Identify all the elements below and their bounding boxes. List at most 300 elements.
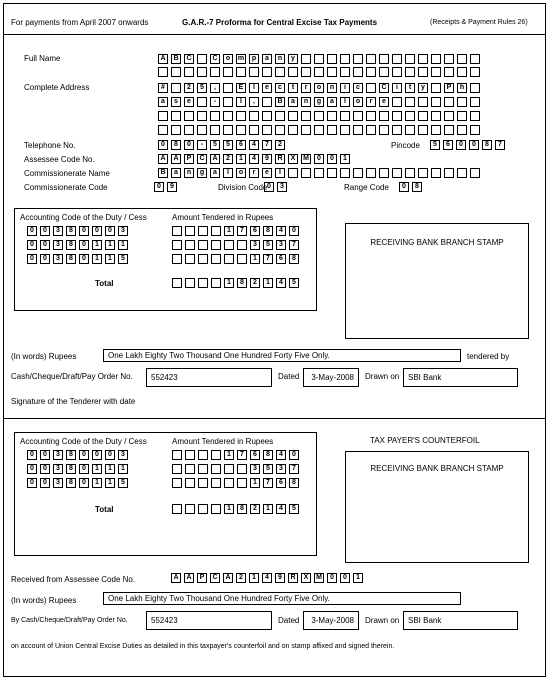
char-cell[interactable]: 3: [53, 240, 63, 250]
char-cell[interactable]: [327, 168, 337, 178]
char-cell[interactable]: 0: [40, 450, 50, 460]
char-cell[interactable]: 0: [92, 450, 102, 460]
char-cell[interactable]: [431, 97, 441, 107]
char-cell[interactable]: 0: [27, 240, 37, 250]
drawn-on-field[interactable]: SBI Bank: [403, 368, 518, 387]
char-cell[interactable]: [185, 278, 195, 288]
char-cell[interactable]: [314, 125, 324, 135]
char-cell[interactable]: 0: [40, 240, 50, 250]
char-cell[interactable]: a: [158, 97, 168, 107]
char-cell[interactable]: 6: [250, 226, 260, 236]
char-cell[interactable]: 3: [53, 254, 63, 264]
char-cell[interactable]: [457, 111, 467, 121]
char-cell[interactable]: 0: [27, 254, 37, 264]
char-cell[interactable]: 0: [158, 140, 168, 150]
char-cell[interactable]: A: [158, 54, 168, 64]
char-cell[interactable]: 2: [184, 83, 194, 93]
char-cell[interactable]: 3: [53, 450, 63, 460]
char-cell[interactable]: [431, 125, 441, 135]
char-cell[interactable]: [211, 504, 221, 514]
char-cell[interactable]: [431, 67, 441, 77]
char-cell[interactable]: [314, 67, 324, 77]
char-cell[interactable]: [405, 54, 415, 64]
char-cell[interactable]: a: [288, 97, 298, 107]
char-cell[interactable]: 7: [289, 464, 299, 474]
char-cell[interactable]: r: [366, 97, 376, 107]
amount-row[interactable]: [172, 478, 299, 488]
char-cell[interactable]: 1: [250, 478, 260, 488]
char-cell[interactable]: [236, 125, 246, 135]
cheque-number-field[interactable]: 552423: [146, 368, 272, 387]
char-cell[interactable]: [172, 254, 182, 264]
char-cell[interactable]: [314, 54, 324, 64]
char-cell[interactable]: 5: [263, 240, 273, 250]
amount-row[interactable]: [172, 240, 299, 250]
char-cell[interactable]: 3: [276, 464, 286, 474]
char-cell[interactable]: [172, 464, 182, 474]
char-cell[interactable]: 0: [40, 478, 50, 488]
char-cell[interactable]: B: [158, 168, 168, 178]
char-cell[interactable]: 7: [263, 254, 273, 264]
char-cell[interactable]: C: [210, 54, 220, 64]
char-cell[interactable]: 0: [79, 478, 89, 488]
account-code-row[interactable]: [27, 450, 128, 460]
char-cell[interactable]: n: [184, 168, 194, 178]
char-cell[interactable]: I: [236, 97, 246, 107]
char-cell[interactable]: [172, 240, 182, 250]
char-cell[interactable]: [301, 168, 311, 178]
amount-row[interactable]: [172, 464, 299, 474]
char-cell[interactable]: [172, 278, 182, 288]
char-cell[interactable]: [301, 111, 311, 121]
char-cell[interactable]: 8: [482, 140, 492, 150]
char-cell[interactable]: c: [275, 83, 285, 93]
char-cell[interactable]: i: [340, 83, 350, 93]
counterfoil-drawn-field[interactable]: SBI Bank: [403, 611, 518, 630]
char-cell[interactable]: 3: [53, 464, 63, 474]
char-cell[interactable]: 1: [92, 478, 102, 488]
char-cell[interactable]: I: [275, 168, 285, 178]
char-cell[interactable]: R: [288, 573, 298, 583]
char-cell[interactable]: 0: [314, 154, 324, 164]
char-cell[interactable]: [457, 54, 467, 64]
char-cell[interactable]: 2: [250, 504, 260, 514]
char-cell[interactable]: [418, 125, 428, 135]
char-cell[interactable]: 1: [224, 450, 234, 460]
char-cell[interactable]: [249, 125, 259, 135]
char-cell[interactable]: [237, 240, 247, 250]
char-cell[interactable]: [185, 240, 195, 250]
char-cell[interactable]: 1: [92, 464, 102, 474]
char-cell[interactable]: 1: [224, 504, 234, 514]
char-cell[interactable]: [184, 111, 194, 121]
char-cell[interactable]: R: [275, 154, 285, 164]
char-cell[interactable]: 7: [262, 140, 272, 150]
char-cell[interactable]: [185, 450, 195, 460]
char-cell[interactable]: 0: [289, 450, 299, 460]
commissionerate-code-cells[interactable]: [154, 182, 177, 192]
char-cell[interactable]: 8: [66, 240, 76, 250]
char-cell[interactable]: [366, 83, 376, 93]
char-cell[interactable]: t: [288, 83, 298, 93]
char-cell[interactable]: [158, 67, 168, 77]
char-cell[interactable]: [211, 478, 221, 488]
char-cell[interactable]: [185, 226, 195, 236]
char-cell[interactable]: [211, 278, 221, 288]
char-cell[interactable]: [158, 111, 168, 121]
char-cell[interactable]: [314, 111, 324, 121]
char-cell[interactable]: [444, 54, 454, 64]
char-cell[interactable]: 4: [276, 278, 286, 288]
pincode-cells[interactable]: [430, 140, 505, 150]
char-cell[interactable]: 8: [66, 450, 76, 460]
char-cell[interactable]: 3: [276, 240, 286, 250]
char-cell[interactable]: [224, 254, 234, 264]
char-cell[interactable]: [340, 168, 350, 178]
char-cell[interactable]: [211, 464, 221, 474]
char-cell[interactable]: [185, 478, 195, 488]
char-cell[interactable]: 1: [105, 240, 115, 250]
char-cell[interactable]: C: [184, 54, 194, 64]
address-line-1[interactable]: [158, 83, 480, 93]
char-cell[interactable]: e: [262, 168, 272, 178]
char-cell[interactable]: [340, 125, 350, 135]
char-cell[interactable]: [184, 67, 194, 77]
char-cell[interactable]: 6: [443, 140, 453, 150]
char-cell[interactable]: o: [353, 97, 363, 107]
char-cell[interactable]: [198, 464, 208, 474]
char-cell[interactable]: a: [210, 168, 220, 178]
char-cell[interactable]: [223, 125, 233, 135]
char-cell[interactable]: e: [262, 83, 272, 93]
char-cell[interactable]: P: [444, 83, 454, 93]
char-cell[interactable]: 5: [210, 140, 220, 150]
char-cell[interactable]: -: [210, 97, 220, 107]
char-cell[interactable]: [470, 54, 480, 64]
char-cell[interactable]: [457, 125, 467, 135]
char-cell[interactable]: [211, 254, 221, 264]
counterfoil-cheque-field[interactable]: 552423: [146, 611, 272, 630]
char-cell[interactable]: o: [223, 54, 233, 64]
char-cell[interactable]: 0: [289, 226, 299, 236]
char-cell[interactable]: 5: [289, 278, 299, 288]
char-cell[interactable]: [392, 54, 402, 64]
char-cell[interactable]: 8: [171, 140, 181, 150]
total-cells[interactable]: [172, 504, 299, 514]
char-cell[interactable]: a: [327, 97, 337, 107]
char-cell[interactable]: 6: [276, 478, 286, 488]
char-cell[interactable]: A: [184, 573, 194, 583]
char-cell[interactable]: [444, 67, 454, 77]
char-cell[interactable]: [444, 111, 454, 121]
char-cell[interactable]: 1: [353, 573, 363, 583]
char-cell[interactable]: [237, 464, 247, 474]
char-cell[interactable]: [223, 67, 233, 77]
char-cell[interactable]: 4: [262, 573, 272, 583]
char-cell[interactable]: [236, 67, 246, 77]
char-cell[interactable]: 7: [289, 240, 299, 250]
char-cell[interactable]: 2: [223, 154, 233, 164]
char-cell[interactable]: [470, 83, 480, 93]
char-cell[interactable]: [327, 125, 337, 135]
char-cell[interactable]: [470, 111, 480, 121]
char-cell[interactable]: 4: [249, 154, 259, 164]
char-cell[interactable]: [224, 478, 234, 488]
char-cell[interactable]: 0: [154, 182, 164, 192]
char-cell[interactable]: [223, 111, 233, 121]
char-cell[interactable]: 0: [105, 450, 115, 460]
char-cell[interactable]: X: [288, 154, 298, 164]
char-cell[interactable]: p: [249, 54, 259, 64]
char-cell[interactable]: 9: [275, 573, 285, 583]
char-cell[interactable]: 1: [92, 254, 102, 264]
char-cell[interactable]: 0: [340, 573, 350, 583]
full-name-cells[interactable]: [158, 54, 480, 64]
char-cell[interactable]: [470, 125, 480, 135]
char-cell[interactable]: [288, 67, 298, 77]
char-cell[interactable]: 8: [66, 254, 76, 264]
char-cell[interactable]: t: [405, 83, 415, 93]
char-cell[interactable]: [197, 125, 207, 135]
char-cell[interactable]: [353, 54, 363, 64]
char-cell[interactable]: [236, 111, 246, 121]
char-cell[interactable]: A: [210, 154, 220, 164]
char-cell[interactable]: [327, 67, 337, 77]
char-cell[interactable]: B: [171, 54, 181, 64]
char-cell[interactable]: [172, 478, 182, 488]
counterfoil-assessee-cells[interactable]: [171, 573, 363, 583]
char-cell[interactable]: 0: [456, 140, 466, 150]
char-cell[interactable]: C: [379, 83, 389, 93]
account-code-row[interactable]: [27, 226, 128, 236]
char-cell[interactable]: [418, 97, 428, 107]
char-cell[interactable]: 4: [249, 140, 259, 150]
char-cell[interactable]: r: [301, 83, 311, 93]
char-cell[interactable]: [198, 240, 208, 250]
char-cell[interactable]: [198, 478, 208, 488]
char-cell[interactable]: [197, 67, 207, 77]
char-cell[interactable]: E: [236, 83, 246, 93]
account-code-row[interactable]: [27, 254, 128, 264]
char-cell[interactable]: [405, 97, 415, 107]
char-cell[interactable]: 1: [250, 254, 260, 264]
char-cell[interactable]: c: [353, 83, 363, 93]
char-cell[interactable]: [353, 111, 363, 121]
char-cell[interactable]: [237, 254, 247, 264]
char-cell[interactable]: 3: [118, 450, 128, 460]
char-cell[interactable]: [275, 125, 285, 135]
char-cell[interactable]: l: [249, 83, 259, 93]
char-cell[interactable]: n: [301, 97, 311, 107]
char-cell[interactable]: M: [301, 154, 311, 164]
account-code-row[interactable]: [27, 478, 128, 488]
char-cell[interactable]: o: [236, 168, 246, 178]
char-cell[interactable]: [197, 111, 207, 121]
char-cell[interactable]: [185, 254, 195, 264]
char-cell[interactable]: [431, 83, 441, 93]
char-cell[interactable]: [379, 67, 389, 77]
char-cell[interactable]: [185, 504, 195, 514]
char-cell[interactable]: A: [171, 573, 181, 583]
char-cell[interactable]: 7: [237, 450, 247, 460]
char-cell[interactable]: 8: [237, 504, 247, 514]
char-cell[interactable]: [392, 168, 402, 178]
char-cell[interactable]: [470, 67, 480, 77]
amount-row[interactable]: [172, 254, 299, 264]
char-cell[interactable]: [198, 278, 208, 288]
char-cell[interactable]: [392, 111, 402, 121]
char-cell[interactable]: [444, 97, 454, 107]
char-cell[interactable]: [366, 168, 376, 178]
char-cell[interactable]: 3: [53, 478, 63, 488]
char-cell[interactable]: 0: [79, 464, 89, 474]
char-cell[interactable]: [172, 450, 182, 460]
char-cell[interactable]: [340, 54, 350, 64]
char-cell[interactable]: [275, 67, 285, 77]
char-cell[interactable]: [262, 125, 272, 135]
char-cell[interactable]: 8: [66, 226, 76, 236]
char-cell[interactable]: -: [197, 140, 207, 150]
char-cell[interactable]: e: [184, 97, 194, 107]
char-cell[interactable]: C: [197, 154, 207, 164]
char-cell[interactable]: [301, 125, 311, 135]
char-cell[interactable]: [405, 111, 415, 121]
char-cell[interactable]: [379, 125, 389, 135]
char-cell[interactable]: a: [171, 168, 181, 178]
char-cell[interactable]: [185, 464, 195, 474]
char-cell[interactable]: 0: [40, 254, 50, 264]
char-cell[interactable]: [392, 125, 402, 135]
char-cell[interactable]: [197, 54, 207, 64]
char-cell[interactable]: 3: [250, 464, 260, 474]
char-cell[interactable]: n: [327, 83, 337, 93]
total-cells[interactable]: [172, 278, 299, 288]
char-cell[interactable]: X: [301, 573, 311, 583]
char-cell[interactable]: [210, 67, 220, 77]
char-cell[interactable]: C: [210, 573, 220, 583]
char-cell[interactable]: [249, 67, 259, 77]
char-cell[interactable]: 0: [40, 226, 50, 236]
char-cell[interactable]: [457, 67, 467, 77]
char-cell[interactable]: 0: [79, 240, 89, 250]
char-cell[interactable]: [470, 97, 480, 107]
char-cell[interactable]: 1: [118, 464, 128, 474]
char-cell[interactable]: 0: [105, 226, 115, 236]
telephone-cells[interactable]: [158, 140, 285, 150]
char-cell[interactable]: A: [171, 154, 181, 164]
char-cell[interactable]: 8: [289, 478, 299, 488]
char-cell[interactable]: [171, 83, 181, 93]
char-cell[interactable]: 1: [92, 240, 102, 250]
char-cell[interactable]: [288, 111, 298, 121]
char-cell[interactable]: 8: [66, 464, 76, 474]
char-cell[interactable]: [444, 125, 454, 135]
char-cell[interactable]: 5: [118, 254, 128, 264]
char-cell[interactable]: 0: [27, 478, 37, 488]
char-cell[interactable]: 8: [263, 450, 273, 460]
char-cell[interactable]: [366, 125, 376, 135]
char-cell[interactable]: [198, 254, 208, 264]
char-cell[interactable]: [418, 54, 428, 64]
char-cell[interactable]: 4: [276, 504, 286, 514]
char-cell[interactable]: 8: [263, 226, 273, 236]
char-cell[interactable]: 0: [264, 182, 274, 192]
dated-field[interactable]: 3-May-2008: [303, 368, 359, 387]
char-cell[interactable]: g: [197, 168, 207, 178]
char-cell[interactable]: [237, 478, 247, 488]
char-cell[interactable]: [184, 125, 194, 135]
char-cell[interactable]: [314, 168, 324, 178]
char-cell[interactable]: [223, 97, 233, 107]
char-cell[interactable]: 0: [79, 450, 89, 460]
char-cell[interactable]: [198, 226, 208, 236]
char-cell[interactable]: 1: [224, 226, 234, 236]
char-cell[interactable]: 5: [289, 504, 299, 514]
amount-row[interactable]: [172, 450, 299, 460]
char-cell[interactable]: [275, 111, 285, 121]
char-cell[interactable]: [431, 111, 441, 121]
char-cell[interactable]: ,: [210, 83, 220, 93]
char-cell[interactable]: [418, 111, 428, 121]
char-cell[interactable]: 3: [277, 182, 287, 192]
counterfoil-words-field[interactable]: One Lakh Eighty Two Thousand One Hundred Forty Five Only.: [103, 592, 461, 605]
char-cell[interactable]: 6: [276, 254, 286, 264]
char-cell[interactable]: 1: [263, 504, 273, 514]
char-cell[interactable]: [379, 111, 389, 121]
char-cell[interactable]: n: [275, 54, 285, 64]
char-cell[interactable]: 2: [275, 140, 285, 150]
char-cell[interactable]: [198, 504, 208, 514]
char-cell[interactable]: 0: [79, 226, 89, 236]
char-cell[interactable]: [198, 450, 208, 460]
char-cell[interactable]: 5: [263, 464, 273, 474]
char-cell[interactable]: 8: [412, 182, 422, 192]
char-cell[interactable]: [171, 67, 181, 77]
char-cell[interactable]: r: [249, 168, 259, 178]
char-cell[interactable]: 0: [40, 464, 50, 474]
char-cell[interactable]: 9: [262, 154, 272, 164]
char-cell[interactable]: 0: [27, 450, 37, 460]
char-cell[interactable]: [172, 226, 182, 236]
char-cell[interactable]: 5: [197, 83, 207, 93]
amount-in-words-field[interactable]: One Lakh Eighty Two Thousand One Hundred Forty Five Only.: [103, 349, 461, 362]
char-cell[interactable]: 8: [66, 478, 76, 488]
char-cell[interactable]: [288, 168, 298, 178]
char-cell[interactable]: 8: [237, 278, 247, 288]
char-cell[interactable]: 0: [399, 182, 409, 192]
char-cell[interactable]: [211, 240, 221, 250]
address-line-3[interactable]: [158, 111, 480, 121]
char-cell[interactable]: [392, 97, 402, 107]
char-cell[interactable]: [224, 464, 234, 474]
char-cell[interactable]: [470, 168, 480, 178]
char-cell[interactable]: l: [223, 168, 233, 178]
char-cell[interactable]: [418, 168, 428, 178]
char-cell[interactable]: [340, 111, 350, 121]
commissionerate-name-cells[interactable]: [158, 168, 480, 178]
char-cell[interactable]: 9: [167, 182, 177, 192]
address-line-2[interactable]: [158, 97, 480, 107]
char-cell[interactable]: #: [158, 83, 168, 93]
char-cell[interactable]: ,: [249, 97, 259, 107]
char-cell[interactable]: 1: [105, 478, 115, 488]
char-cell[interactable]: 1: [118, 240, 128, 250]
char-cell[interactable]: 1: [249, 573, 259, 583]
char-cell[interactable]: o: [314, 83, 324, 93]
char-cell[interactable]: [366, 54, 376, 64]
char-cell[interactable]: [171, 111, 181, 121]
char-cell[interactable]: [210, 111, 220, 121]
